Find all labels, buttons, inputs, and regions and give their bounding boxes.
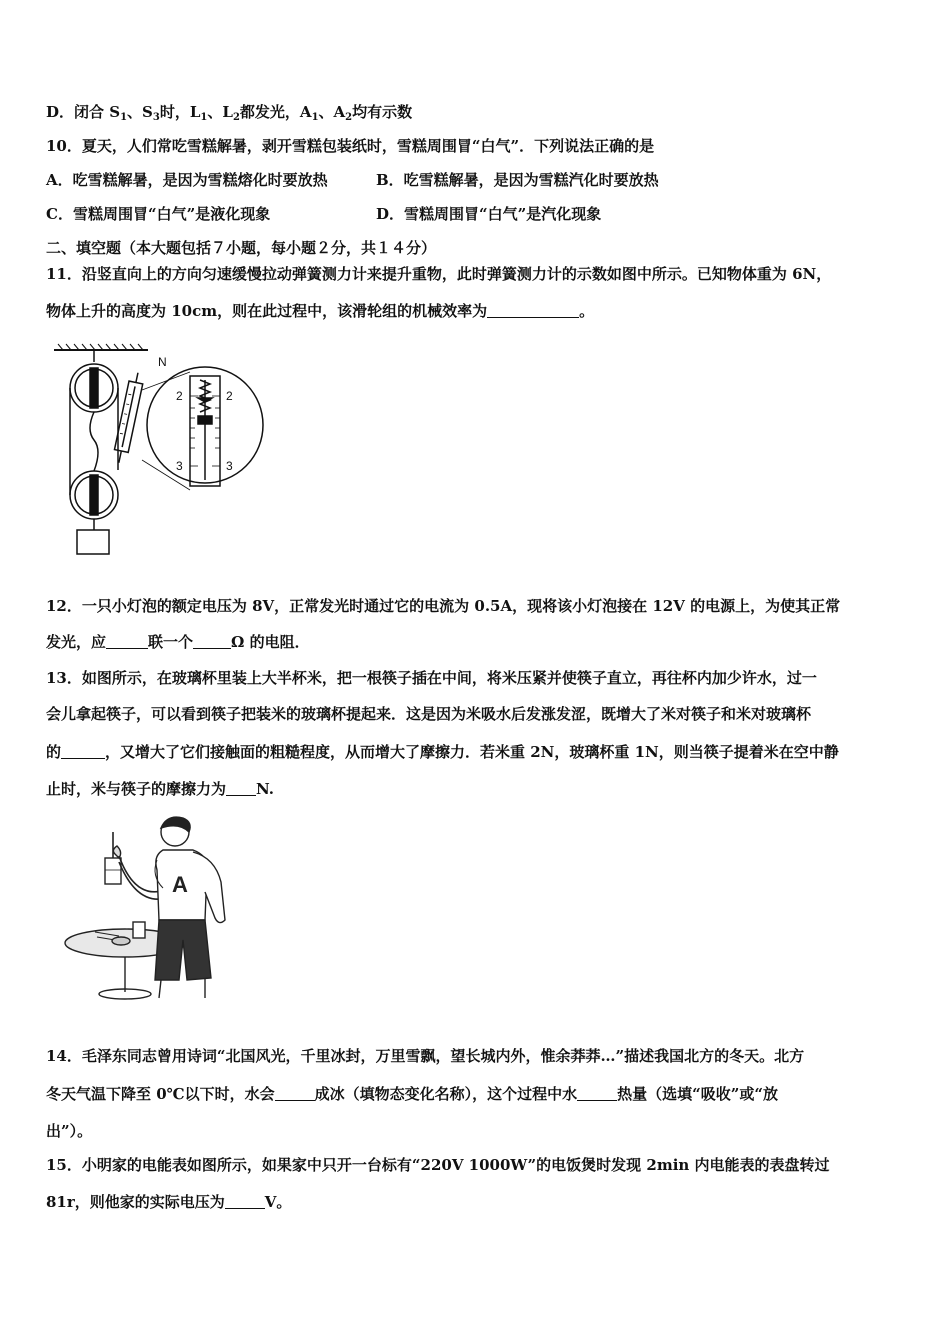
q13-line2: 会儿拿起筷子，可以看到筷子把装米的玻璃杯提起来．这是因为米吸水后发涨发涩，既增大了米对筷子和米对玻璃杯 [46,705,812,723]
chopstick-rice-figure [55,810,265,1005]
q14-line2: 冬天气温下降至 0℃以下时，水会 成冰（填物态变化名称），这个过程中水 热量（选填“吸收”或“放 [46,1085,779,1103]
q13-line3: 的 ，又增大了它们接触面的粗糙程度，从而增大了摩擦力．若米重 2N，玻璃杯重 1N，则当筷子提着米在空中静 [46,743,839,761]
tick-label: 3 [176,459,183,473]
q10-option-a: A．吃雪糕解暑，是因为雪糕熔化时要放热 [46,171,328,189]
section-heading: 二、填空题（本大题包括７小题，每小题２分，共１４分） [46,239,437,257]
shirt-letter: A [172,872,188,897]
tick-label: 2 [226,389,233,403]
bowl [112,937,130,945]
q10-option-d: D．雪糕周围冒“白气”是汽化现象 [376,205,602,223]
q14-line3: 出”）。 [46,1122,93,1140]
pulley-spring-scale-figure [50,340,270,560]
q12-line2: 发光，应 联一个 Ω 的电阻． [46,633,310,651]
scale-unit-label: N [158,355,167,369]
answer-blank[interactable] [225,1194,265,1209]
q9-option-d: D．闭合 $S_1$、$S_3$时，$L_1$、$L_2$都发光，$A_1$、$A_2$均有示数 [46,103,413,123]
q11-line1: 11．沿竖直向上的方向匀速缓慢拉动弹簧测力计来提升重物，此时弹簧测力计的示数如图中所示。已知物体重为 6N， [46,265,832,283]
weight-block [77,530,109,554]
shorts [155,920,211,980]
q15-line1: 15．小明家的电能表如图所示，如果家中只开一台标有“220V 1000W”的电饭煲时发现 2min 内电能表的表盘转过 [46,1156,830,1174]
glass-cup [105,858,121,884]
spring-scale-body [112,371,145,464]
answer-blank[interactable] [193,634,231,649]
small-cup [133,922,145,938]
q13-line4: 止时，米与筷子的摩擦力为 N. [46,780,274,798]
answer-blank[interactable] [487,303,579,318]
q15-line2: 81r，则他家的实际电压为 V。 [46,1193,292,1211]
q10-option-b: B．吃雪糕解暑，是因为雪糕汽化时要放热 [376,171,659,189]
tick-label: 3 [226,459,233,473]
q14-line1: 14．毛泽东同志曾用诗词“北国风光，千里冰封，万里雪飘，望长城内外，惟余莽莽…”描述我国北方的冬天。北方 [46,1047,805,1065]
answer-blank[interactable] [577,1086,617,1101]
q11-line2: 物体上升的高度为 10cm，则在此过程中，该滑轮组的机械效率为 。 [46,302,595,320]
answer-blank[interactable] [226,781,256,796]
q10-options-ab [46,170,659,190]
q10-options-cd [46,204,601,224]
q13-line1: 13．如图所示，在玻璃杯里装上大半杯米，把一根筷子插在中间，将米压紧并使筷子直立，再往杯内加少许水，过一 [46,669,817,687]
q12-line1: 12．一只小灯泡的额定电压为 8V，正常发光时通过它的电流为 0.5A，现将该小灯泡接在 12V 的电源上，为使其正常 [46,597,841,615]
answer-blank[interactable] [275,1086,315,1101]
q10-stem: 10．夏天，人们常吃雪糕解暑，剥开雪糕包装纸时，雪糕周围冒“白气”．下列说法正确的是 [46,137,655,155]
tick-label: 2 [176,389,183,403]
answer-blank[interactable] [61,744,105,759]
q10-option-c: C．雪糕周围冒“白气”是液化现象 [46,205,271,223]
answer-blank[interactable] [106,634,148,649]
